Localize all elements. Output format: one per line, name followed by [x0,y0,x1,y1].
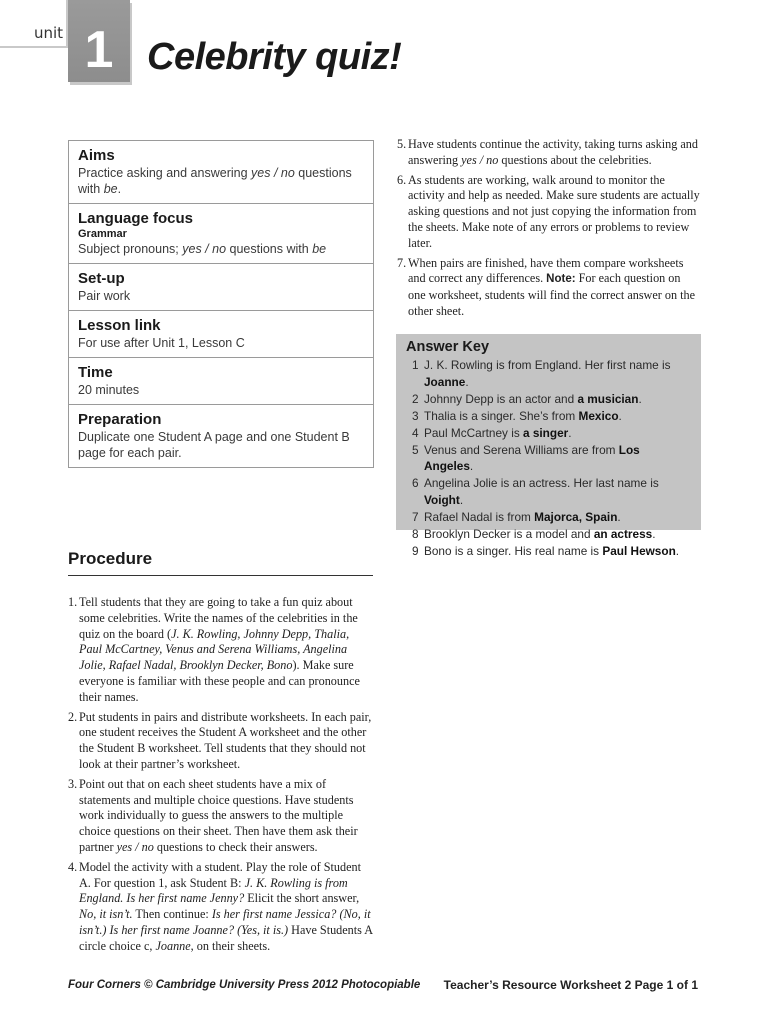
setup-heading: Set-up [78,270,125,287]
time-text: 20 minutes [78,383,140,397]
aims-heading: Aims [78,147,115,164]
footer-copyright: Four Corners © Cambridge University Press 2012 Photocopiable [68,979,421,991]
answer-key-box [396,334,701,558]
answer-key-item: 7 Rafael Nadal is from Majorca, Spain. [412,510,621,525]
setup-text: Pair work [78,289,131,303]
unit-number-box [68,0,130,82]
answer-key-item: 2 Johnny Depp is an actor and a musician. [412,391,642,406]
procedure-step-6: 6. As students are working, walk around to monitor the activity and help as needed. Make sure students are actually asking questions and not just copying the information from the sheets. Make note of any errors or problems to review later. [397,172,700,250]
aims-text: Practice asking and answering yes / no questions with be. [78,166,352,196]
answer-key-title: Answer Key [406,339,490,355]
page-title: Celebrity quiz! [147,36,402,78]
procedure-heading: Procedure [68,549,373,576]
procedure-step-3: 3. Point out that on each sheet students have a mix of statements and multiple choice questions. Have students work individually to guess the answers to the multiple choice questions on their sheet. Then have them ask their partner yes / no questions to check their answers. [68,776,358,854]
answer-key-item: 5 Venus and Serena Williams are from Los Angeles. [412,442,640,474]
lesson-link-text: For use after Unit 1, Lesson C [78,336,245,350]
procedure-step-2: 2. Put students in pairs and distribute worksheets. In each pair, one student receives the Student A worksheet and the other the Student B worksheet. Tell students that they should not look at their partner’s worksheet. [68,709,372,771]
preparation-heading: Preparation [78,411,162,428]
language-focus-text: Subject pronouns; yes / no questions with be [78,242,327,256]
time-heading: Time [78,364,113,381]
answer-key-item: 6 Angelina Jolie is an actress. Her last name is Voight. [412,476,659,508]
preparation-text: Duplicate one Student A page and one Student B page for each pair. [78,430,350,460]
unit-number: 1 [84,21,114,79]
answer-key-item: 4 Paul McCartney is a singer. [412,425,572,440]
lesson-link-section [69,311,373,358]
grammar-subheading: Grammar [78,228,127,240]
procedure-step-5: 5. Have students continue the activity, taking turns asking and answering yes / no questions about the celebrities. [397,137,698,167]
answer-key-item: 9 Bono is a singer. His real name is Paul Hewson. [412,543,680,558]
aims-section [69,141,373,204]
procedure-step-7: 7. When pairs are finished, have them compare worksheets and correct any differences. Note: For each question on one worksheet, students will find the correct answer on the other sheet. [397,255,696,318]
procedure-step-4: 4. Model the activity with a student. Play the role of Student A. For question 1, ask Student B: J. K. Rowling is from England. Is her first name Jenny? Elicit the short answer, No, it isn’t. Then continue: Is her first name Jessica? (No, it isn’t.) Is her first name Joanne? (Yes, it is.) Have Students A circle choice c, Joanne, on their sheets. [68,859,373,953]
procedure-steps-right [397,137,700,324]
answer-key-list [406,357,691,560]
footer-page-info: Teacher’s Resource Worksheet 2 Page 1 of 1 [443,978,698,992]
time-section [69,358,373,405]
answer-key-item: 3 Thalia is a singer. She’s from Mexico. [412,408,622,423]
lesson-link-heading: Lesson link [78,317,161,334]
language-focus-section [69,204,373,264]
unit-tab [0,0,68,48]
answer-key-item: 8 Brooklyn Decker is a model and an actress. [412,527,656,542]
answer-key-item: 1 J. K. Rowling is from England. Her first name is Joanne. [412,358,671,389]
procedure-step-1: 1. Tell students that they are going to take a fun quiz about some celebrities. Write the names of the celebrities in the quiz on the board (J. K. Rowling, Johnny Depp, Thalia, Paul McCartney, Venus and Serena Williams, Angelina Jolie, Rafael Nadal, Brooklyn Decker, Bono). Make sure everyone is familiar with these people and can pronounce their names. [68,595,360,704]
unit-label: unit [34,24,64,42]
language-focus-heading: Language focus [78,210,194,227]
procedure-steps-left [68,595,373,959]
info-box [68,140,374,468]
setup-section [69,264,373,311]
preparation-section [69,405,373,467]
